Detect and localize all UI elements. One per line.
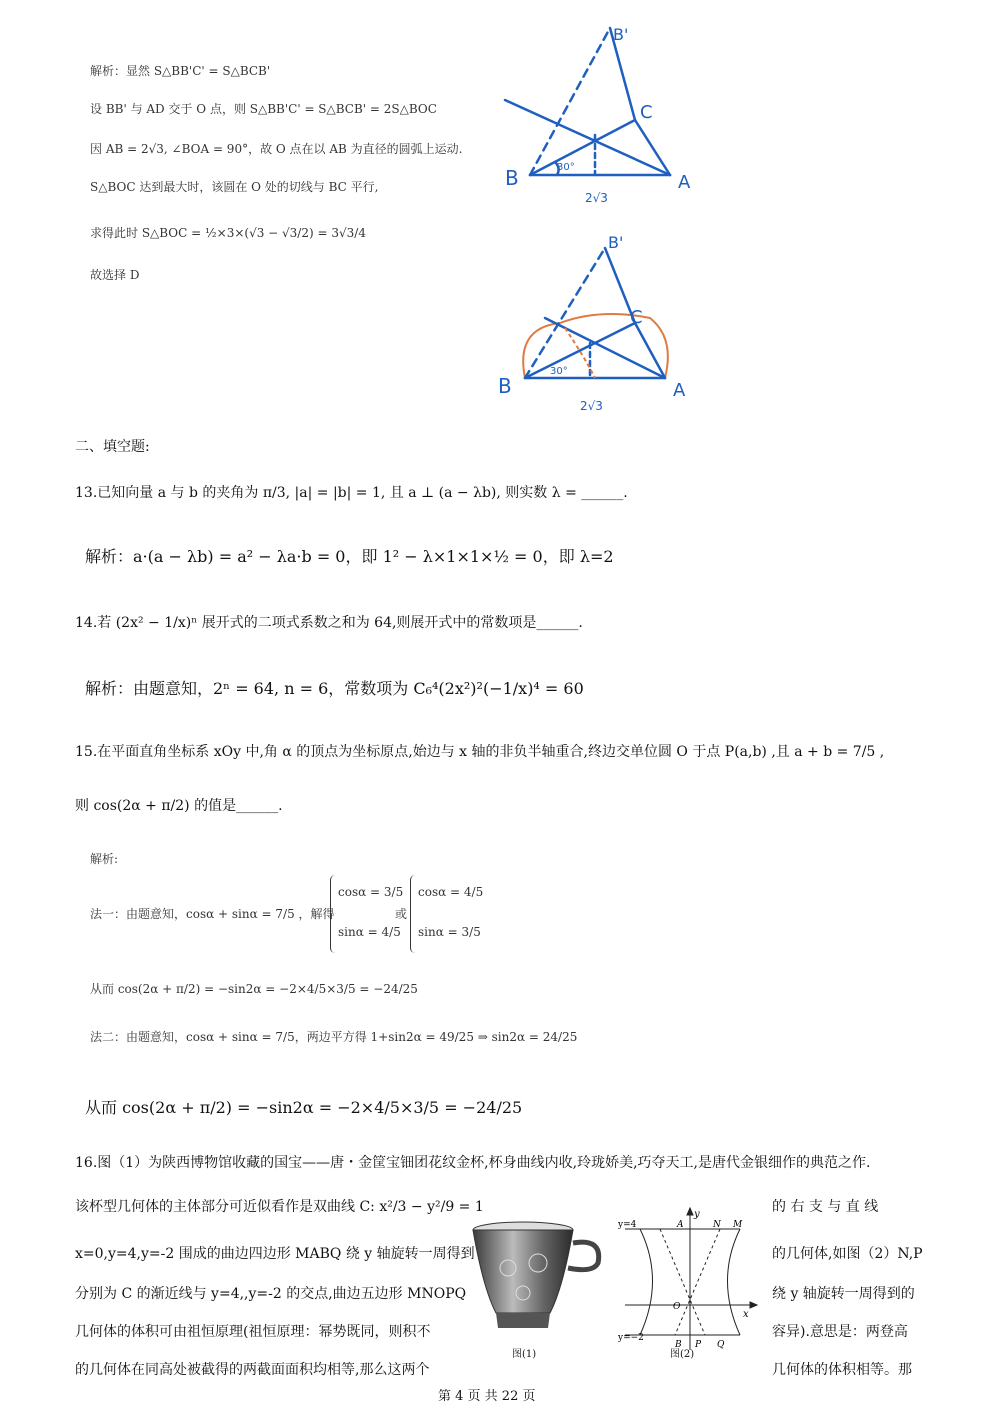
q16-line6b: 几何体的体积相等。那: [772, 1362, 912, 1378]
q15-question-line1: 15.在平面直角坐标系 xOy 中,角 α 的顶点为坐标原点,始边与 x 轴的非负半轴重合,终边交单位圆 O 于点 P(a,b) ,且 a + b = 7/5 ,: [75, 744, 885, 760]
case-brace-1: [330, 875, 335, 953]
label-b: B: [498, 374, 512, 398]
label-b-prime: B': [613, 25, 629, 44]
fig1-caption: 图(1): [512, 1349, 537, 1360]
point-a: A: [677, 1220, 684, 1230]
label-angle: 30°: [557, 162, 575, 173]
sol12-line2: 设 BB' 与 AD 交于 O 点，则 S△BB'C' = S△BCB' = 2S△BOC: [90, 102, 437, 116]
q16-line2b: 的 右 支 与 直 线: [772, 1199, 879, 1215]
yneg2-label: y=−2: [618, 1333, 644, 1343]
x-axis-label: x: [743, 1309, 749, 1320]
page-footer: 第 4 页 共 22 页: [438, 1389, 536, 1404]
point-n: N: [713, 1220, 721, 1230]
label-a: A: [673, 380, 686, 401]
case-brace-2: [410, 875, 415, 953]
q13-question: 13.已知向量 a 与 b 的夹角为 π/3, |a| = |b| = 1, 且 a ⊥ (a − λb), 则实数 λ = ______.: [75, 485, 628, 501]
label-ab: 2√3: [580, 399, 603, 413]
sol12-line5: 求得此时 S△BOC = ½×3×(√3 − √3/2) = 3√3/4: [90, 226, 366, 240]
sol12-line1: 解析：显然 S△BB'C' = S△BCB': [90, 64, 271, 78]
q16-line2a: 该杯型几何体的主体部分可近似看作是双曲线 C: x²/3 − y²/9 = 1: [75, 1199, 484, 1215]
q16-line4a: 分别为 C 的渐近线与 y=4,,y=-2 的交点,曲边五边形 MNOPQ: [75, 1286, 467, 1302]
case-or: 或: [395, 907, 408, 921]
y4-label: y=4: [618, 1220, 637, 1230]
label-b: B: [505, 166, 519, 190]
label-a: A: [678, 172, 691, 193]
sol12-line3: 因 AB = 2√3, ∠BOA = 90°，故 O 点在以 AB 为直径的圆弧上运动.: [90, 142, 463, 156]
q15-method1-result: 从而 cos(2α + π/2) = −sin2α = −2×4/5×3/5 = −24/25: [90, 982, 418, 996]
q14-question: 14.若 (2x² − 1/x)ⁿ 展开式的二项式系数之和为 64,则展开式中的常数项是______.: [75, 615, 583, 631]
q14-solution: 解析：由题意知，2ⁿ = 64, n = 6，常数项为 C₆⁴(2x²)²(−1/x)⁴ = 60: [85, 679, 584, 698]
case2-cos: cosα = 4/5: [418, 885, 484, 899]
sol12-line4: S△BOC 达到最大时，该圆在 O 处的切线与 BC 平行,: [90, 180, 379, 194]
point-p: P: [695, 1340, 702, 1350]
label-c: C: [640, 102, 653, 123]
point-m: M: [733, 1220, 743, 1230]
label-ab: 2√3: [585, 191, 608, 205]
q16-line4b: 绕 y 轴旋转一周得到的: [772, 1286, 915, 1302]
q13-solution: 解析：a·(a − λb) = a² − λa·b = 0，即 1² − λ×1×1×½ = 0，即 λ=2: [85, 547, 614, 566]
triangle-figure-top: [495, 10, 715, 210]
q16-line1: 16.图（1）为陕西博物馆收藏的国宝——唐・金筐宝钿团花纹金杯,杯身曲线内收,玲珑娇美,巧夺天工,是唐代金银细作的典范之作.: [75, 1155, 871, 1171]
sol12-line6: 故选择 D: [90, 268, 140, 282]
case1-cos: cosα = 3/5: [338, 885, 404, 899]
case1-sin: sinα = 4/5: [338, 925, 401, 939]
q16-line5b: 容异).意思是：两登高: [772, 1324, 908, 1340]
fig2-caption: 图(2): [670, 1349, 695, 1360]
q15-method2-result: 从而 cos(2α + π/2) = −sin2α = −2×4/5×3/5 = −24/25: [85, 1098, 523, 1117]
triangle-figure-bottom: [490, 228, 710, 418]
case2-sin: sinα = 3/5: [418, 925, 481, 939]
q15-method1: 法一：由题意知，cosα + sinα = 7/5 ，解得: [90, 907, 335, 921]
y-axis-label: y: [694, 1209, 700, 1220]
label-b-prime: B': [608, 233, 624, 252]
q15-question-line2: 则 cos(2α + π/2) 的值是______.: [75, 798, 283, 814]
q15-solution-head: 解析:: [90, 852, 119, 866]
section-title: 二、填空题:: [75, 439, 150, 455]
cup-figure: [468, 1218, 618, 1358]
q16-line5a: 几何体的体积可由祖恒原理(祖恒原理：幂势既同，则积不: [75, 1324, 431, 1340]
q16-line3b: 的几何体,如图（2）N,P: [772, 1246, 923, 1262]
q15-method2: 法二：由题意知，cosα + sinα = 7/5，两边平方得 1+sin2α = 49/25 ⇒ sin2α = 24/25: [90, 1030, 578, 1044]
point-q: Q: [717, 1340, 725, 1350]
label-c: C: [630, 307, 643, 328]
q16-line3a: x=0,y=4,y=-2 围成的曲边四边形 MABQ 绕 y 轴旋转一周得到: [75, 1246, 475, 1262]
label-angle: 30°: [550, 366, 568, 377]
point-b: B: [675, 1340, 682, 1350]
point-o: O: [673, 1302, 681, 1312]
hyperbola-figure: [615, 1205, 765, 1355]
q16-line6a: 的几何体在同高处被截得的两截面面积均相等,那么这两个: [75, 1362, 430, 1378]
